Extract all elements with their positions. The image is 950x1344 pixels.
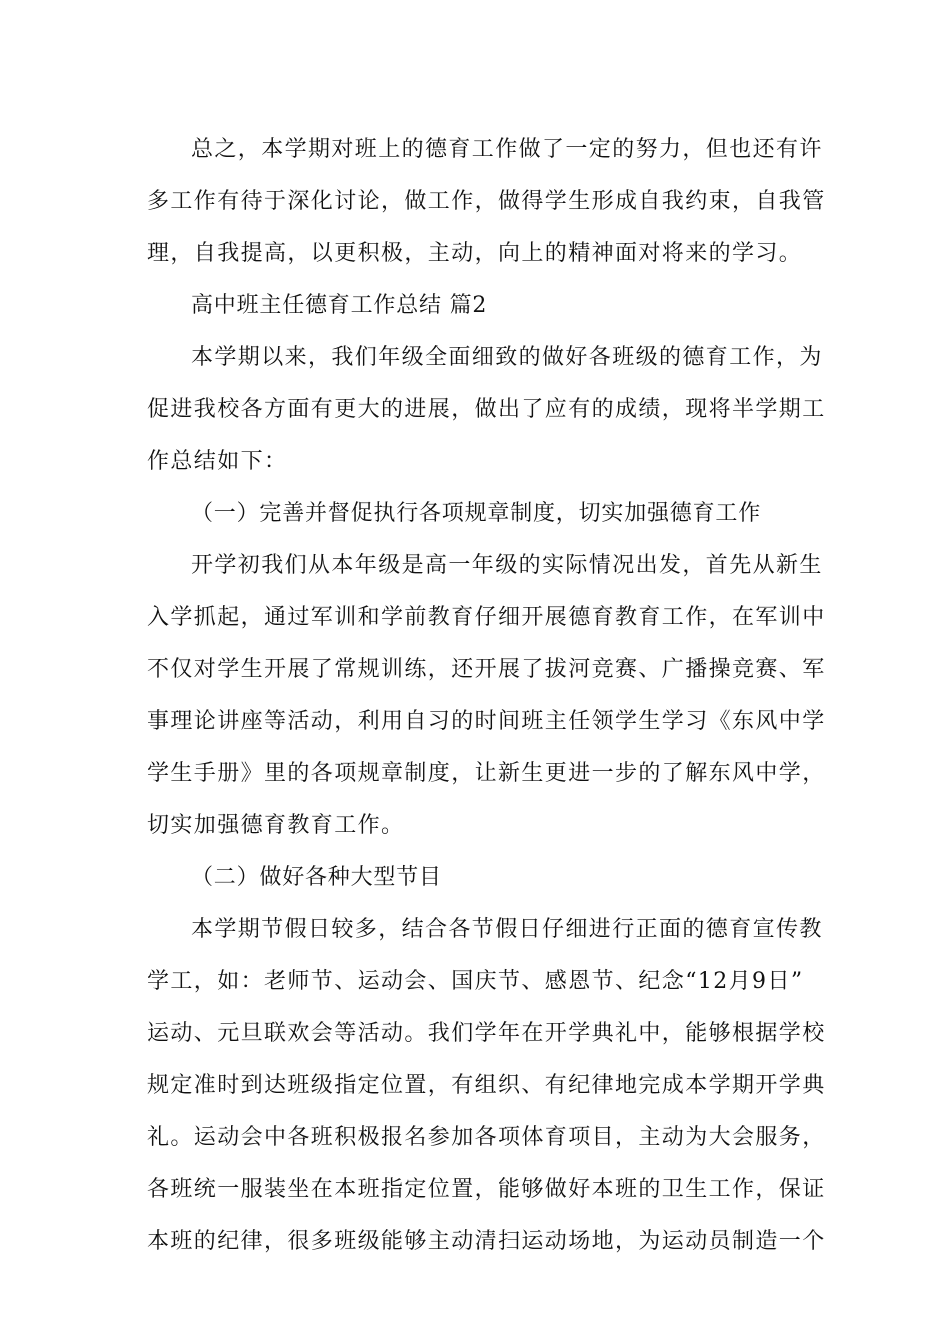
- paragraph-line: 运动、元旦联欢会等活动。我们学年在开学典礼中，能够根据学校: [147, 1021, 826, 1046]
- paragraph-line: 促进我校各方面有更大的进展，做出了应有的成绩，现将半学期工: [147, 397, 826, 422]
- paragraph-line: 不仅对学生开展了常规训练，还开展了拔河竞赛、广播操竞赛、军: [147, 657, 826, 682]
- paragraph-line: 礼。运动会中各班积极报名参加各项体育项目，主动为大会服务，: [147, 1125, 826, 1150]
- paragraph-line: 学生手册》里的各项规章制度，让新生更进一步的了解东风中学，: [147, 761, 826, 786]
- paragraph-line: 本学期以来，我们年级全面细致的做好各班级的德育工作，为: [191, 345, 823, 370]
- paragraph-line: 开学初我们从本年级是高一年级的实际情况出发，首先从新生: [191, 553, 823, 578]
- paragraph-line: 事理论讲座等活动，利用自习的时间班主任领学生学习《东风中学: [147, 709, 826, 734]
- paragraph-line: 入学抓起，通过军训和学前教育仔细开展德育教育工作，在军训中: [147, 605, 826, 630]
- subsection-heading: （二）做好各种大型节目: [191, 865, 442, 890]
- section-title: 高中班主任德育工作总结 篇2: [191, 293, 488, 318]
- paragraph-line: 总之，本学期对班上的德育工作做了一定的努力，但也还有许: [191, 137, 823, 162]
- paragraph-line: 各班统一服装坐在本班指定位置，能够做好本班的卫生工作，保证: [147, 1177, 826, 1202]
- paragraph-line: 作总结如下：: [147, 449, 288, 474]
- paragraph-line: 理，自我提高，以更积极，主动，向上的精神面对将来的学习。: [147, 241, 803, 266]
- paragraph-line: 多工作有待于深化讨论，做工作，做得学生形成自我约束，自我管: [147, 189, 826, 214]
- paragraph-line: 学工，如：老师节、运动会、国庆节、感恩节、纪念“12月9日”: [147, 969, 804, 994]
- paragraph-line: 切实加强德育教育工作。: [147, 813, 405, 838]
- paragraph-line: 本班的纪律，很多班级能够主动清扫运动场地，为运动员制造一个: [147, 1229, 826, 1254]
- paragraph-line: 规定准时到达班级指定位置，有组织、有纪律地完成本学期开学典: [147, 1073, 826, 1098]
- paragraph-line: 本学期节假日较多，结合各节假日仔细进行正面的德育宣传教: [191, 917, 823, 942]
- subsection-heading: （一）完善并督促执行各项规章制度，切实加强德育工作: [191, 501, 762, 526]
